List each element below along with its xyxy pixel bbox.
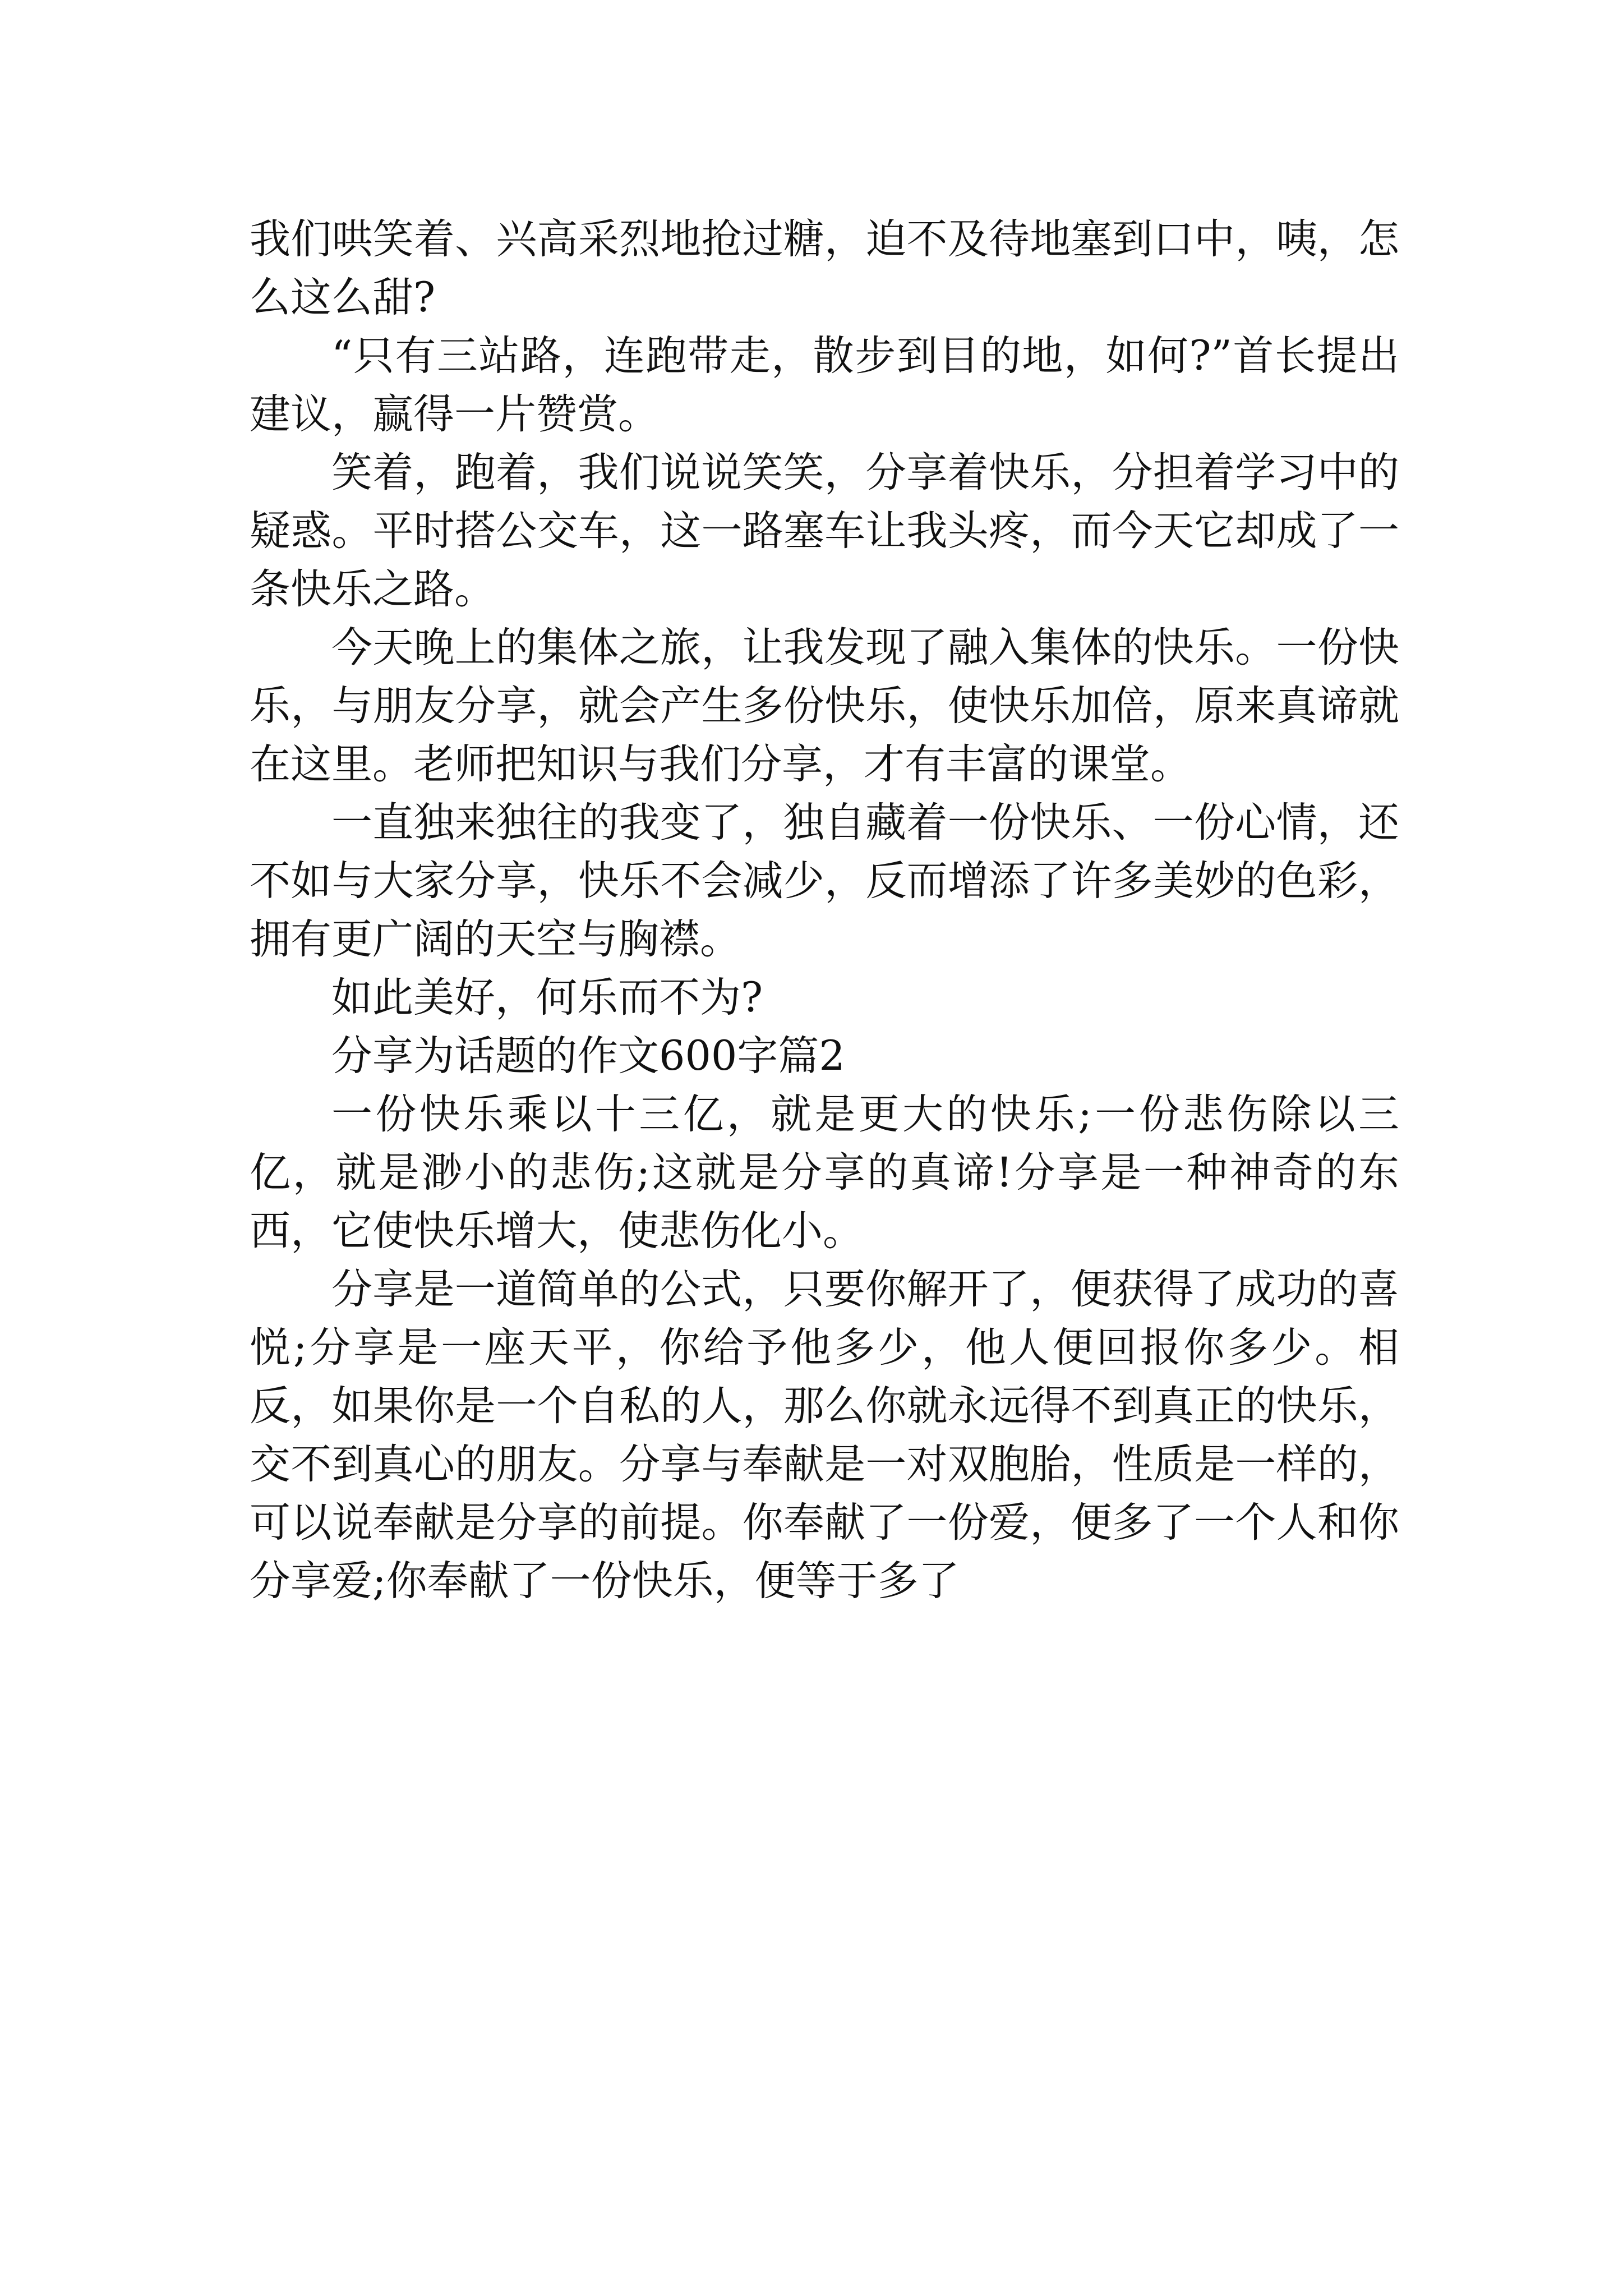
paragraph: 分享是一道简单的公式，只要你解开了，便获得了成功的喜悦;分享是一座天平，你给予他多少，他人便回报你多少。相反，如果你是一个自私的人，那么你就永远得不到真正的快乐，交不到真心的朋友。分享与奉献是一对双胞胎，性质是一样的，可以说奉献是分享的前提。你奉献了一份爱，便多了一个人和你分享爱;你奉献了一份快乐，便等于多了	[250, 1266, 1399, 1605]
paragraph-continued: 我们哄笑着、兴高采烈地抢过糖，迫不及待地塞到口中，咦，怎么这么甜?	[250, 215, 1399, 321]
paragraph: 一份快乐乘以十三亿，就是更大的快乐;一份悲伤除以三亿，就是渺小的悲伤;这就是分享的真谛!分享是一种神奇的东西，它使快乐增大，使悲伤化小。	[250, 1091, 1399, 1255]
paragraph: 如此美好，何乐而不为?	[331, 974, 763, 1022]
paragraph: 笑着，跑着，我们说说笑笑，分享着快乐，分担着学习中的疑惑。平时搭公交车，这一路塞车让我头疼，而今天它却成了一条快乐之路。	[250, 449, 1399, 613]
section-heading: 分享为话题的作文600字篇2	[331, 1032, 845, 1080]
paragraph: 今天晚上的集体之旅，让我发现了融入集体的快乐。一份快乐，与朋友分享，就会产生多份快乐，使快乐加倍，原来真谛就在这里。老师把知识与我们分享，才有丰富的课堂。	[250, 624, 1399, 788]
document-body	[250, 210, 1399, 1611]
paragraph: “只有三站路，连跑带走，散步到目的地，如何?”首长提出建议，赢得一片赞赏。	[250, 332, 1399, 438]
paragraph: 一直独来独往的我变了，独自藏着一份快乐、一份心情，还不如与大家分享，快乐不会减少，反而增添了许多美妙的色彩，拥有更广阔的天空与胸襟。	[250, 799, 1399, 963]
